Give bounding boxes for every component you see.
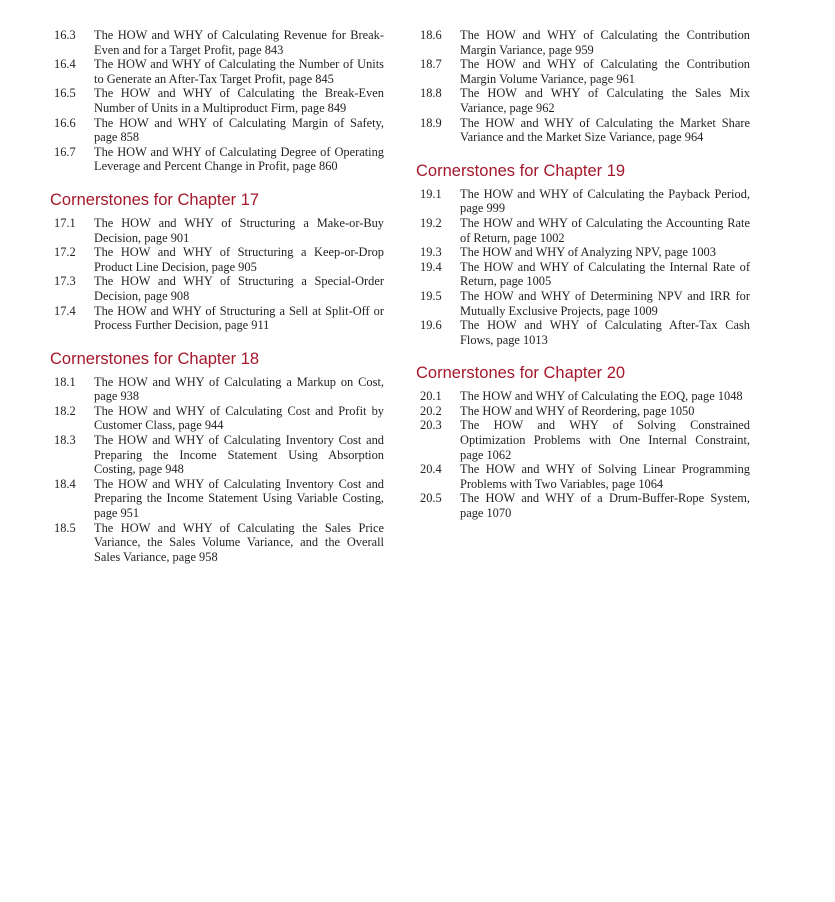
- entry-number: 20.3: [420, 418, 442, 433]
- entry-number: 18.4: [54, 476, 76, 491]
- entry-text: The HOW and WHY of Calculating Revenue for Break-Even and for a Target Profit, page 843: [94, 28, 384, 57]
- entry-number: 17.3: [54, 274, 76, 289]
- entry-text: The HOW and WHY of Calculating the Internal Rate of Return, page 1005: [460, 259, 750, 289]
- list-item: [416, 57, 750, 86]
- entry-text: The HOW and WHY of Calculating the Number of Units to Generate an After-Tax Target Profit, page 845: [94, 57, 384, 86]
- list-item: [416, 86, 750, 115]
- chapter-18-heading: Cornerstones for Chapter 18: [50, 349, 260, 368]
- entry-number: 18.8: [420, 86, 442, 101]
- entry-text: The HOW and WHY of Structuring a Sell at Split-Off or Process Further Decision, page 911: [94, 303, 384, 333]
- entry-number: 18.1: [54, 374, 76, 389]
- entry-number: 18.6: [420, 28, 442, 42]
- chapter-17-heading: Cornerstones for Chapter 17: [50, 190, 260, 209]
- entry-number: 20.5: [420, 491, 442, 506]
- chapter-20-section: [416, 363, 750, 520]
- list-item: [50, 245, 384, 274]
- entry-text: The HOW and WHY of Reordering, page 1050: [460, 403, 695, 418]
- entry-text: The HOW and WHY of Determining NPV and IRR for Mutually Exclusive Projects, page 1009: [460, 288, 750, 318]
- chapter-17-section: [50, 190, 384, 333]
- entry-number: 18.7: [420, 57, 442, 72]
- entry-number: 17.2: [54, 245, 76, 260]
- entry-text: The HOW and WHY of Structuring a Make-or-Buy Decision, page 901: [94, 215, 384, 245]
- entry-text: The HOW and WHY of Calculating the Market Share Variance and the Market Size Variance, page 964: [460, 115, 750, 145]
- entry-text: The HOW and WHY of Calculating the Sales Price Variance, the Sales Volume Variance, and the Overall Sales Variance, page 958: [94, 520, 384, 564]
- list-item: [416, 462, 750, 491]
- entry-number: 19.3: [420, 245, 442, 260]
- list-item: [50, 274, 384, 303]
- entry-text: The HOW and WHY of Calculating Margin of Safety, page 858: [94, 115, 384, 145]
- list-item: [50, 216, 384, 245]
- entry-text: The HOW and WHY of Calculating After-Tax Cash Flows, page 1013: [460, 318, 750, 347]
- entry-number: 19.1: [420, 186, 442, 201]
- list-item: [416, 318, 750, 347]
- list-item: [50, 433, 384, 477]
- entry-text: The HOW and WHY of Calculating a Markup on Cost, page 938: [94, 374, 384, 404]
- list-item: [50, 375, 384, 404]
- entry-text: The HOW and WHY of Calculating Inventory Cost and Preparing the Income Statement Using Absorption Costing, page 948: [94, 433, 384, 477]
- entry-text: The HOW and WHY of Analyzing NPV, page 1003: [460, 245, 716, 260]
- list-item: [50, 145, 384, 174]
- chapter-18-continued: [416, 28, 750, 145]
- list-item: [50, 28, 384, 57]
- list-item: [416, 116, 750, 145]
- list-item: [416, 389, 750, 404]
- list-item: [416, 491, 750, 520]
- entry-number: 20.4: [420, 462, 442, 477]
- list-item: [50, 57, 384, 86]
- entry-number: 16.5: [54, 86, 76, 101]
- list-item: [416, 289, 750, 318]
- entry-text: The HOW and WHY of Calculating the Accounting Rate of Return, page 1002: [460, 215, 750, 245]
- chapter-16-continued: [50, 28, 384, 174]
- entry-number: 16.6: [54, 115, 76, 130]
- entry-number: 18.3: [54, 433, 76, 448]
- entry-number: 19.2: [420, 215, 442, 230]
- list-item: [50, 86, 384, 115]
- list-item: [416, 187, 750, 216]
- list-item: [50, 304, 384, 333]
- entry-number: 20.1: [420, 389, 442, 404]
- entry-number: 17.1: [54, 215, 76, 230]
- list-item: [416, 216, 750, 245]
- entry-number: 18.9: [420, 115, 442, 130]
- left-column: [50, 28, 384, 564]
- right-column: [416, 28, 750, 521]
- entry-text: The HOW and WHY of Calculating Inventory Cost and Preparing the Income Statement Using Variable Costing, page 951: [94, 476, 384, 521]
- entry-number: 16.3: [54, 28, 76, 42]
- list-item: [50, 116, 384, 145]
- entry-number: 19.5: [420, 288, 442, 303]
- entry-number: 18.2: [54, 403, 76, 418]
- list-item: [416, 245, 750, 260]
- list-item: [50, 404, 384, 433]
- entry-text: The HOW and WHY of Calculating the Sales Mix Variance, page 962: [460, 86, 750, 115]
- entry-number: 19.4: [420, 259, 442, 274]
- list-item: [416, 260, 750, 289]
- entry-text: The HOW and WHY of Structuring a Special-Order Decision, page 908: [94, 274, 384, 303]
- entry-text: The HOW and WHY of Calculating the EOQ, page 1048: [460, 389, 743, 404]
- entry-text: The HOW and WHY of Structuring a Keep-or-Drop Product Line Decision, page 905: [94, 245, 384, 274]
- entry-number: 17.4: [54, 303, 76, 318]
- entry-number: 16.7: [54, 144, 76, 159]
- entry-text: The HOW and WHY of Solving Linear Programming Problems with Two Variables, page 1064: [460, 462, 750, 491]
- list-item: [50, 521, 384, 565]
- entry-number: 19.6: [420, 318, 442, 333]
- entry-number: 16.4: [54, 57, 76, 72]
- list-item: [416, 404, 750, 419]
- chapter-19-heading: Cornerstones for Chapter 19: [416, 161, 626, 180]
- entry-text: The HOW and WHY of Calculating the Contribution Margin Variance, page 959: [460, 28, 750, 57]
- entry-text: The HOW and WHY of Calculating the Contribution Margin Volume Variance, page 961: [460, 57, 750, 86]
- entry-text: The HOW and WHY of Calculating the Payback Period, page 999: [460, 186, 750, 216]
- entry-number: 20.2: [420, 403, 442, 418]
- list-item: [416, 28, 750, 57]
- entry-text: The HOW and WHY of Calculating Cost and Profit by Customer Class, page 944: [94, 403, 384, 433]
- chapter-20-heading: Cornerstones for Chapter 20: [416, 364, 626, 383]
- entry-text: The HOW and WHY of Calculating the Break-Even Number of Units in a Multiproduct Firm, page 849: [94, 86, 384, 115]
- entry-number: 18.5: [54, 520, 76, 535]
- entry-text: The HOW and WHY of Calculating Degree of Operating Leverage and Percent Change in Profit, page 860: [94, 144, 384, 174]
- list-item: [50, 477, 384, 521]
- chapter-19-section: [416, 161, 750, 348]
- entry-text: The HOW and WHY of Solving Constrained Optimization Problems with One Internal Constraint, page 1062: [460, 418, 750, 462]
- list-item: [416, 418, 750, 462]
- entry-text: The HOW and WHY of a Drum-Buffer-Rope System, page 1070: [460, 491, 750, 521]
- chapter-18-section: [50, 349, 384, 565]
